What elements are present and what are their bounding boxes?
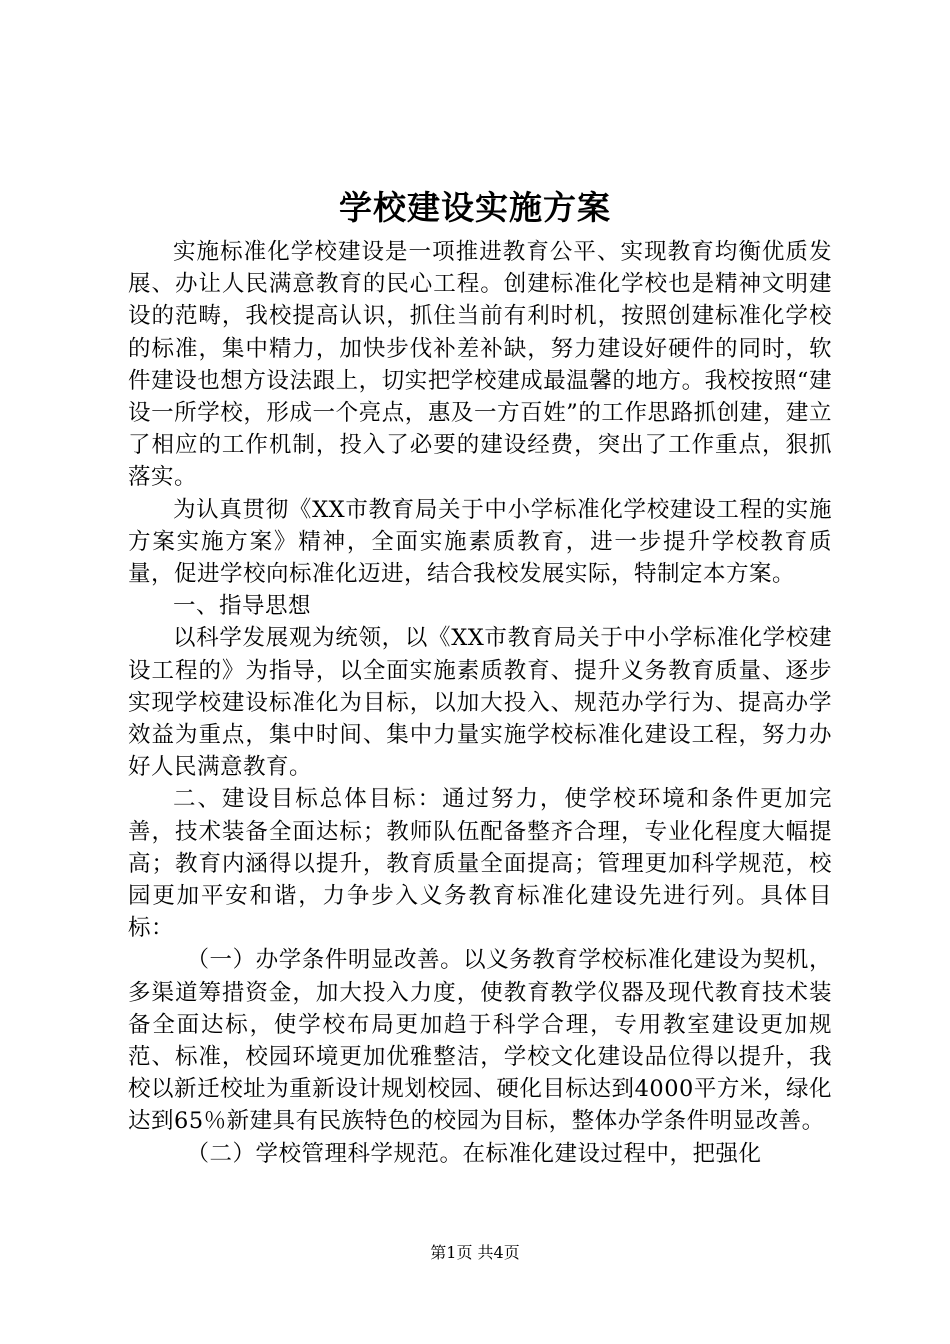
- paragraph-goal-1: （一）办学条件明显改善。以义务教育学校标准化建设为契机，多渠道筹措资金，加大投入力度，使教育教学仪器及现代教育技术装备全面达标，使学校布局更加趋于科学合理，专用教室建设更加规范、标准，校园环境更加优雅整洁，学校文化建设品位得以提升，我校以新迁校址为重新设计规划校园、硬化目标达到4000平方米，绿化达到65％新建具有民族特色的校园为目标，整体办学条件明显改善。: [128, 947, 832, 1135]
- paragraph-construction-goals: 二、建设目标总体目标：通过努力，使学校环境和条件更加完善，技术装备全面达标；教师队伍配备整齐合理，专业化程度大幅提高；教育内涵得以提升，教育质量全面提高；管理更加科学规范，校园更加平安和谐，力争步入义务教育标准化建设先进行列。具体目标：: [128, 786, 832, 942]
- paragraph-guiding-ideology: 以科学发展观为统领，以《XX市教育局关于中小学标准化学校建设工程的》为指导，以全面实施素质教育、提升义务教育质量、逐步实现学校建设标准化为目标，以加大投入、规范办学行为、提高办学效益为重点，集中时间、集中力量实施学校标准化建设工程，努力办好人民满意教育。: [128, 625, 832, 781]
- paragraph-intro: 实施标准化学校建设是一项推进教育公平、实现教育均衡优质发展、办让人民满意教育的民心工程。创建标准化学校也是精神文明建设的范畴，我校提高认识，抓住当前有利时机，按照创建标准化学校的标准，集中精力，加快步伐补差补缺，努力建设好硬件的同时，软件建设也想方设法跟上，切实把学校建成最温馨的地方。我校按照“建设一所学校，形成一个亮点，惠及一方百姓”的工作思路抓创建，建立了相应的工作机制，投入了必要的建设经费，突出了工作重点，狠抓落实。: [128, 239, 832, 491]
- page-number: 第1页 共4页: [430, 1243, 520, 1262]
- section-heading-guiding-ideology: 一、指导思想: [173, 593, 312, 620]
- paragraph-goal-2: （二）学校管理科学规范。在标准化建设过程中，把强化: [186, 1140, 762, 1167]
- document-title: 学校建设实施方案: [339, 188, 611, 227]
- document-body: [128, 236, 832, 1170]
- paragraph-purpose: 为认真贯彻《XX市教育局关于中小学标准化学校建设工程的实施方案实施方案》精神，全面实施素质教育，进一步提升学校教育质量，促进学校向标准化迈进，结合我校发展实际，特制定本方案。: [128, 496, 832, 588]
